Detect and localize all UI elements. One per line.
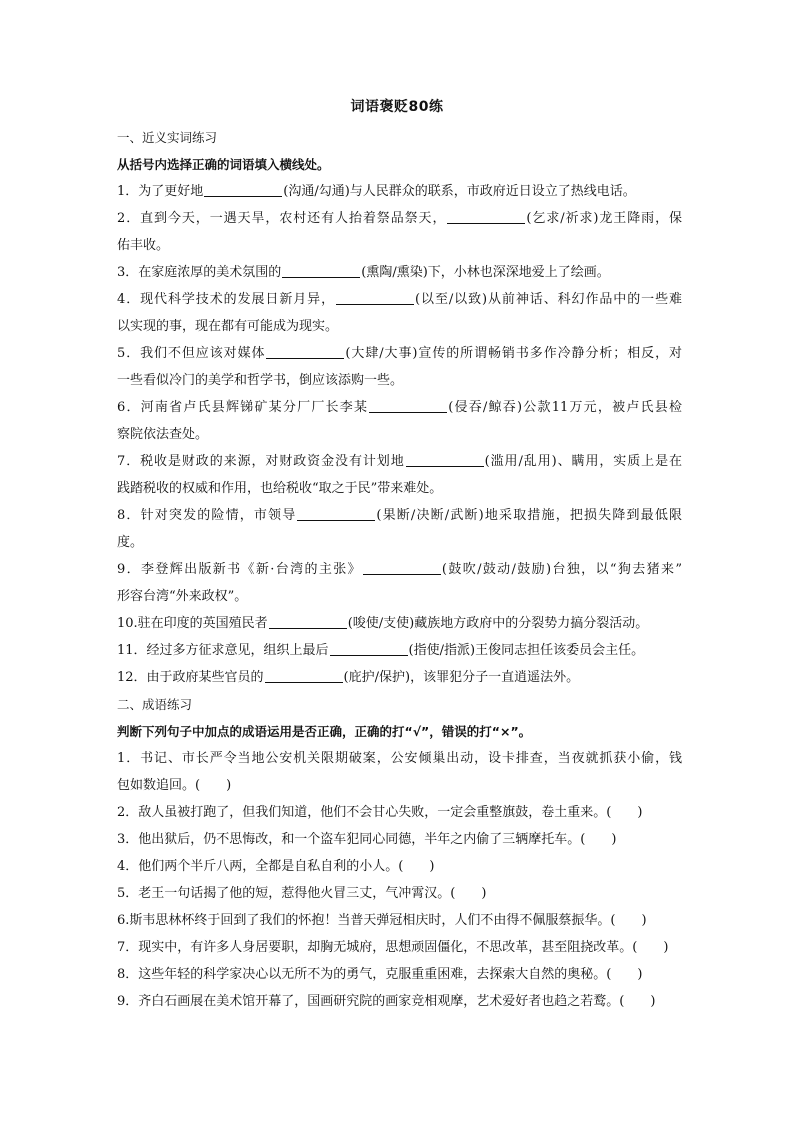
fill-blank-question-line [117,205,682,232]
fill-blank-question-line [117,502,682,529]
answer-blank[interactable] [363,558,441,575]
question-text: 4．他们两个半斤八两，全都是自私自利的小人。( ) [117,859,435,874]
question-text: (乞求/祈求)龙王降雨，保 [526,211,682,226]
fill-blank-question-line [117,394,682,421]
judgment-question-line [117,880,682,907]
question-text: 8．这些年轻的科学家决心以无所不为的勇气，克服重重困难，去探索大自然的奥秘。( ) [117,967,643,982]
fill-blank-question-line [117,664,682,691]
question-text: 佑丰收。 [117,238,170,253]
question-text: 6.斯韦思林杯终于回到了我们的怀抱！当普天弹冠相庆时，人们不由得不佩服蔡振华。( ) [117,913,647,928]
question-text: 11．经过多方征求意见，组织上最后 [117,643,329,658]
question-text: 3．他出狱后，仍不思悔改，和一个盗车犯同心同德，半年之内偷了三辆摩托车。( ) [117,832,617,847]
question-text: 4．现代科学技术的发展日新月异， [117,292,336,307]
judgment-question-line [117,853,682,880]
answer-blank[interactable] [265,666,343,683]
fill-blank-question-line [117,340,682,367]
section-heading [117,691,682,718]
fill-blank-question-line [117,367,682,394]
question-text: 践踏税收的权威和作用，也给税收“取之于民”带来难处。 [117,481,443,496]
fill-blank-question-line [117,259,682,286]
fill-blank-question-line [117,448,682,475]
question-text: 10.驻在印度的英国殖民者 [117,616,268,631]
answer-blank[interactable] [269,612,347,629]
question-text: 以实现的事，现在都有可能成为现实。 [117,319,339,334]
answer-blank[interactable] [369,396,447,413]
document-body [117,124,682,1015]
answer-blank[interactable] [336,288,414,305]
answer-blank[interactable] [266,342,344,359]
judgment-question-line [117,799,682,826]
instruction-text: 判断下列句子中加点的成语运用是否正确，正确的打“√”，错误的打“×”。 [117,724,532,739]
question-text: 形容台湾“外来政权”。 [117,589,248,604]
fill-blank-question-line [117,583,682,610]
question-text: 9．李登辉出版新书《新·台湾的主张》 [117,562,362,577]
question-text: (果断/决断/武断)地采取措施，把损失降到最低限 [376,508,682,523]
instruction-text: 从括号内选择正确的词语填入横线处。 [117,157,330,172]
judgment-question-line [117,745,682,772]
question-text: 9．齐白石画展在美术馆开幕了，国画研究院的画家竞相观摩，艺术爱好者也趋之若鹜。( ) [117,994,656,1009]
question-text: 7．现实中，有许多人身居要职，却胸无城府，思想顽固僵化，不思改革，甚至阻挠改革。( ) [117,940,669,955]
question-text: 一些看似冷门的美学和哲学书，倒应该添购一些。 [117,373,404,388]
question-text: (以至/以致)从前神话、科幻作品中的一些难 [415,292,682,307]
question-text: 5．我们不但应该对媒体 [117,346,266,361]
question-text: 5．老王一句话揭了他的短，惹得他火冒三丈，气冲霄汉。( ) [117,886,487,901]
fill-blank-question-line [117,475,682,502]
section-instruction [117,151,682,178]
question-text: 包如数追回。( ) [117,778,232,793]
question-text: 12．由于政府某些官员的 [117,670,264,685]
judgment-question-line [117,961,682,988]
fill-blank-question-line [117,313,682,340]
question-text: 8．针对突发的险情，市领导 [117,508,297,523]
question-text: (侵吞/鲸吞)公款11万元，被卢氏县检 [448,400,682,415]
answer-blank[interactable] [282,261,360,278]
fill-blank-question-line [117,637,682,664]
question-text: (庇护/保护)，该罪犯分子一直逍遥法外。 [343,670,580,685]
question-text: 2．直到今天，一遇天旱，农村还有人抬着祭品祭天， [117,211,447,226]
question-text: 1．为了更好地 [117,184,204,199]
question-text: (鼓吹/鼓动/鼓励)台独，以“狗去猪来” [441,562,682,577]
question-text: 2．敌人虽被打跑了，但我们知道，他们不会甘心失败，一定会重整旗鼓，卷土重来。( ) [117,805,643,820]
judgment-question-line [117,934,682,961]
fill-blank-question-line [117,610,682,637]
question-text: 度。 [117,535,144,550]
fill-blank-question-line [117,421,682,448]
section-heading-text: 二、成语练习 [117,697,193,712]
question-text: 察院依法查处。 [117,427,209,442]
answer-blank[interactable] [297,504,375,521]
fill-blank-question-line [117,178,682,205]
answer-blank[interactable] [330,639,408,656]
answer-blank[interactable] [447,207,525,224]
question-text: 7．税收是财政的来源，对财政资金没有计划地 [117,454,405,469]
question-text: (指使/指派)王俊同志担任该委员会主任。 [408,643,645,658]
question-text: (滥用/乱用)、瞒用，实质上是在 [484,454,682,469]
judgment-question-line [117,907,682,934]
fill-blank-question-line [117,286,682,313]
question-text: 3．在家庭浓厚的美术氛围的 [117,265,282,280]
question-text: 1．书记、市长严令当地公安机关限期破案，公安倾巢出动，设卡排查，当夜就抓获小偷，钱 [117,751,682,766]
question-text: (沟通/勾通)与人民群众的联系，市政府近日设立了热线电话。 [283,184,636,199]
section-heading [117,124,682,151]
section-heading-text: 一、近义实词练习 [117,130,218,145]
page-title: 词语褒贬80练 [350,99,444,115]
fill-blank-question-line [117,556,682,583]
judgment-question-line [117,772,682,799]
answer-blank[interactable] [406,450,484,467]
fill-blank-question-line [117,232,682,259]
section-instruction [117,718,682,745]
fill-blank-question-line [117,529,682,556]
answer-blank[interactable] [204,180,282,197]
question-text: 6．河南省卢氏县辉锑矿某分厂厂长李某 [117,400,369,415]
judgment-question-line [117,826,682,853]
judgment-question-line [117,988,682,1015]
question-text: (熏陶/熏染)下，小林也深深地爱上了绘画。 [361,265,610,280]
question-text: (唆使/支使)藏族地方政府中的分裂势力搞分裂活动。 [347,616,649,631]
question-text: (大肆/大事)宣传的所谓畅销书多作冷静分析；相反，对 [345,346,682,361]
